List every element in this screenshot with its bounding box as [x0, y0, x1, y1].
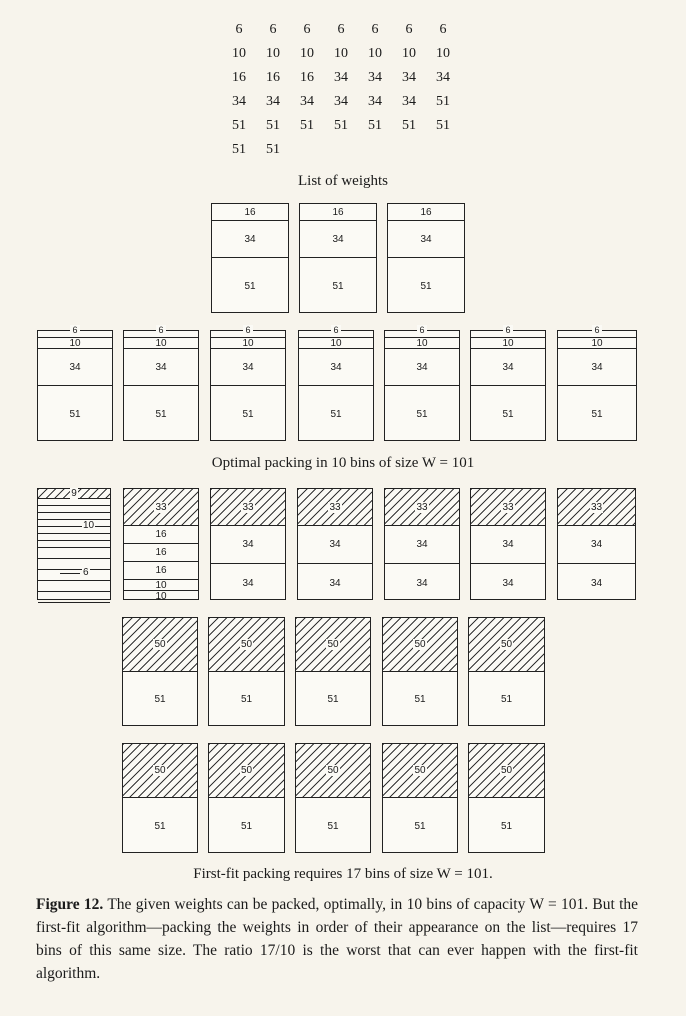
bin-item	[558, 338, 636, 349]
bin-waste-space	[383, 744, 457, 798]
bin-item	[300, 221, 376, 258]
bin-item	[558, 386, 636, 442]
bin-item	[296, 672, 370, 727]
bin-item	[383, 672, 457, 727]
waste-label: 33	[416, 501, 428, 513]
bin-item	[385, 386, 459, 442]
item-label: 51	[414, 820, 426, 832]
weight-value: 51	[368, 118, 382, 133]
item-label: 51	[327, 694, 339, 705]
bin-item	[388, 258, 464, 314]
bin-waste-space	[385, 489, 459, 526]
item-label: 6	[333, 324, 339, 335]
weight-value: 6	[371, 22, 379, 37]
weight-value: 16	[232, 70, 246, 85]
bin-item	[124, 580, 198, 591]
item-label: 10	[155, 579, 167, 591]
item-label: 34	[244, 233, 256, 245]
item-label: 34	[416, 361, 428, 373]
bin-item	[124, 562, 198, 580]
optimal-bin	[557, 324, 637, 441]
weights-list	[222, 18, 462, 162]
weights-row	[222, 18, 462, 42]
weight-value: 34	[232, 94, 246, 109]
bin-item	[212, 204, 288, 221]
bin-item	[385, 564, 459, 602]
weight-value: 34	[334, 94, 348, 109]
item-label: 34	[329, 577, 341, 589]
bin-item	[385, 338, 459, 349]
bin-item	[124, 526, 198, 544]
weight-value: 6	[303, 22, 311, 37]
waste-label: 33	[329, 501, 341, 513]
bin-item	[38, 499, 110, 506]
item-label: 51	[244, 280, 256, 292]
firstfit-bin	[37, 488, 111, 600]
weight-value: 6	[405, 22, 413, 37]
weight-value: 10	[266, 46, 280, 61]
bin-waste-space	[209, 744, 284, 798]
item-label: 51	[500, 820, 513, 832]
weight-value: 16	[266, 70, 280, 85]
figure-text: The given weights can be packed, optimally, in 10 bins of capacity W = 101. But the first-fit algorithm—packing the weights in order of their appearance on the list—requires 17 bins of this same size. The ratio 17/10 is the worst that can ever happen with the first-fit algorithm.	[36, 896, 639, 982]
bin-item	[211, 349, 285, 386]
item-label: 6	[245, 324, 251, 335]
bin-waste-space	[123, 618, 197, 672]
firstfit-bin	[297, 488, 373, 600]
item-label: 34	[242, 539, 254, 550]
firstfit-bin	[470, 488, 546, 600]
bin-item	[38, 581, 110, 592]
waste-label: 50	[240, 639, 253, 650]
item-label: 6	[158, 324, 164, 335]
bin-item	[211, 338, 285, 349]
firstfit-bin	[208, 743, 285, 853]
bin-item	[558, 526, 635, 564]
bin-waste-space	[296, 618, 370, 672]
item-label: 51	[154, 820, 166, 832]
firstfit-bin	[382, 617, 458, 726]
weight-value: 6	[337, 22, 345, 37]
weight-value: 6	[439, 22, 447, 37]
weight-value: 34	[402, 94, 416, 109]
weight-value: 10	[436, 46, 450, 61]
optimal-bin	[210, 324, 286, 441]
figure-label: Figure 12.	[36, 896, 104, 913]
bin-item	[211, 386, 285, 442]
weight-value: 16	[300, 70, 314, 85]
optimal-bin	[211, 203, 289, 313]
bin-item	[385, 526, 459, 564]
firstfit-bin	[468, 743, 545, 853]
item-label: 34	[155, 361, 167, 373]
bin-item	[558, 564, 635, 602]
bin-item	[211, 526, 285, 564]
arrow-icon	[60, 526, 80, 527]
waste-label: 50	[500, 765, 513, 776]
bin-waste-space	[469, 744, 544, 798]
bin-item	[38, 534, 110, 541]
firstfit-bin	[122, 743, 198, 853]
bin-item	[38, 527, 110, 534]
bin-item	[469, 672, 544, 727]
firstfit-bin	[295, 743, 371, 853]
bin-item	[38, 506, 110, 513]
bin-item	[38, 513, 110, 520]
item-label: 34	[591, 361, 603, 373]
item-label: 10	[591, 337, 603, 349]
bin-item	[123, 798, 197, 854]
bin-item	[38, 338, 112, 349]
item-label: 51	[332, 280, 344, 292]
item-label: 16	[155, 565, 167, 576]
optimal-bin	[384, 324, 460, 441]
item-label: 51	[420, 280, 432, 292]
bin-item	[124, 591, 198, 602]
bin-item	[124, 544, 198, 562]
bin-waste-space	[211, 489, 285, 526]
firstfit-bin	[382, 743, 458, 853]
weight-value: 34	[334, 70, 348, 85]
item-label: 34	[330, 361, 342, 373]
item-label: 16	[155, 547, 167, 558]
bin-item	[38, 592, 110, 603]
weight-value: 34	[436, 70, 450, 85]
weight-value: 51	[436, 94, 450, 109]
weight-value: 51	[232, 118, 246, 133]
bin-waste-space	[558, 489, 635, 526]
item-label: 51	[500, 694, 513, 705]
item-label: 51	[69, 408, 81, 420]
item-label: 51	[330, 408, 342, 420]
firstfit-bin	[384, 488, 460, 600]
firstfit-bin	[210, 488, 286, 600]
item-label: 51	[502, 408, 514, 420]
firstfit-bin	[208, 617, 285, 726]
firstfit-bin	[557, 488, 636, 600]
bin-item	[38, 386, 112, 442]
bin-item	[38, 548, 110, 559]
weights-row	[222, 42, 462, 66]
waste-label: 33	[502, 501, 514, 513]
firstfit-bin	[123, 488, 199, 600]
bin-item	[471, 386, 545, 442]
list-caption: List of weights	[298, 173, 388, 189]
waste-label: 50	[327, 765, 339, 776]
weight-value: 6	[235, 22, 243, 37]
arrow-annotation: 10	[83, 520, 95, 531]
bin-item	[38, 570, 110, 581]
item-label: 34	[502, 361, 514, 373]
bin-item	[299, 386, 373, 442]
item-label: 51	[155, 408, 167, 420]
bin-item	[299, 338, 373, 349]
weight-value: 51	[436, 118, 450, 133]
weight-value: 10	[232, 46, 246, 61]
waste-label: 33	[155, 501, 167, 513]
item-label: 51	[154, 694, 166, 705]
bin-item	[124, 338, 198, 349]
weight-value: 34	[402, 70, 416, 85]
bin-item	[558, 349, 636, 386]
item-label: 34	[502, 539, 514, 550]
item-label: 51	[591, 408, 603, 420]
bin-item	[212, 221, 288, 258]
bin-waste-space	[469, 618, 544, 672]
item-label: 34	[242, 577, 254, 589]
bin-item	[124, 349, 198, 386]
waste-label: 50	[500, 639, 513, 650]
bin-item	[38, 349, 112, 386]
weight-value: 34	[300, 94, 314, 109]
weight-value: 10	[368, 46, 382, 61]
bin-item	[388, 221, 464, 258]
bin-item	[299, 349, 373, 386]
item-label: 6	[505, 324, 511, 335]
firstfit-caption: First-fit packing requires 17 bins of size W = 101.	[193, 866, 493, 882]
item-label: 34	[332, 233, 344, 245]
waste-label: 33	[590, 501, 603, 513]
bin-item	[38, 541, 110, 548]
weight-value: 34	[368, 94, 382, 109]
bin-waste-space	[383, 618, 457, 672]
arrow-annotation: 6	[83, 567, 89, 578]
bin-item	[38, 559, 110, 570]
weight-value: 51	[232, 142, 246, 157]
item-label: 10	[242, 337, 254, 349]
item-label: 34	[590, 539, 603, 550]
figure-caption	[36, 893, 638, 985]
item-label: 10	[155, 337, 167, 349]
firstfit-bin	[122, 617, 198, 726]
optimal-bin	[470, 324, 546, 441]
optimal-bin	[37, 324, 113, 441]
item-label: 34	[329, 539, 341, 550]
waste-label: 50	[414, 765, 426, 776]
weights-row	[222, 114, 462, 138]
weight-value: 51	[266, 118, 280, 133]
item-label: 10	[330, 337, 342, 349]
item-label: 51	[414, 694, 426, 705]
bin-item	[471, 338, 545, 349]
waste-label: 33	[242, 501, 254, 513]
bin-item	[296, 798, 370, 854]
item-label: 34	[590, 577, 603, 589]
bin-waste-space	[38, 489, 110, 499]
bin-item	[471, 526, 545, 564]
item-label: 16	[332, 206, 344, 218]
bin-item	[209, 672, 284, 727]
weight-value: 10	[300, 46, 314, 61]
weights-row	[222, 66, 462, 90]
item-label: 10	[416, 337, 428, 349]
waste-label: 50	[240, 765, 253, 776]
item-label: 51	[327, 820, 339, 832]
bin-item	[298, 564, 372, 602]
bin-item	[385, 349, 459, 386]
bin-waste-space	[298, 489, 372, 526]
bin-item	[124, 386, 198, 442]
item-label: 51	[240, 820, 253, 832]
weights-row	[222, 138, 462, 162]
weights-row	[222, 90, 462, 114]
item-label: 34	[416, 539, 428, 550]
bin-item	[471, 349, 545, 386]
bin-waste-space	[209, 618, 284, 672]
weight-value: 6	[269, 22, 277, 37]
weight-value: 10	[402, 46, 416, 61]
bin-item	[471, 564, 545, 602]
weight-value: 34	[266, 94, 280, 109]
optimal-caption: Optimal packing in 10 bins of size W = 101	[211, 455, 475, 471]
item-label: 6	[72, 324, 78, 335]
arrow-icon	[60, 573, 80, 574]
item-label: 10	[155, 591, 167, 602]
bin-item	[123, 672, 197, 727]
item-label: 51	[416, 408, 428, 420]
item-label: 16	[244, 206, 256, 218]
optimal-bin	[387, 203, 465, 313]
bin-item	[388, 204, 464, 221]
bin-waste-space	[123, 744, 197, 798]
item-label: 6	[419, 324, 425, 335]
optimal-bin	[123, 324, 199, 441]
bin-item	[300, 204, 376, 221]
item-label: 6	[594, 324, 600, 335]
weight-value: 51	[300, 118, 314, 133]
item-label: 34	[502, 577, 514, 589]
weight-value: 10	[334, 46, 348, 61]
item-label: 34	[69, 361, 81, 373]
item-label: 34	[420, 233, 432, 245]
item-label: 16	[420, 206, 432, 218]
bin-item	[211, 564, 285, 602]
waste-label: 50	[414, 639, 426, 650]
bin-item	[383, 798, 457, 854]
bin-item	[469, 798, 544, 854]
bin-item	[209, 798, 284, 854]
waste-label: 50	[154, 765, 166, 776]
bin-item	[300, 258, 376, 314]
waste-label: 50	[154, 639, 166, 650]
weight-value: 51	[334, 118, 348, 133]
item-label: 51	[240, 694, 253, 705]
item-label: 10	[69, 337, 81, 349]
optimal-bin	[298, 324, 374, 441]
item-label: 34	[416, 577, 428, 589]
bin-item	[212, 258, 288, 314]
item-label: 34	[242, 361, 254, 373]
bin-waste-space	[296, 744, 370, 798]
waste-label: 50	[327, 639, 339, 650]
weight-value: 34	[368, 70, 382, 85]
bin-waste-space	[124, 489, 198, 526]
item-label: 16	[155, 529, 167, 540]
bin-waste-space	[471, 489, 545, 526]
firstfit-bin	[295, 617, 371, 726]
item-label: 10	[502, 337, 514, 349]
bin-item	[298, 526, 372, 564]
weight-value: 51	[266, 142, 280, 157]
optimal-bin	[299, 203, 377, 313]
weight-value: 51	[402, 118, 416, 133]
waste-label: 9	[71, 488, 77, 499]
firstfit-bin	[468, 617, 545, 726]
item-label: 51	[242, 408, 254, 420]
